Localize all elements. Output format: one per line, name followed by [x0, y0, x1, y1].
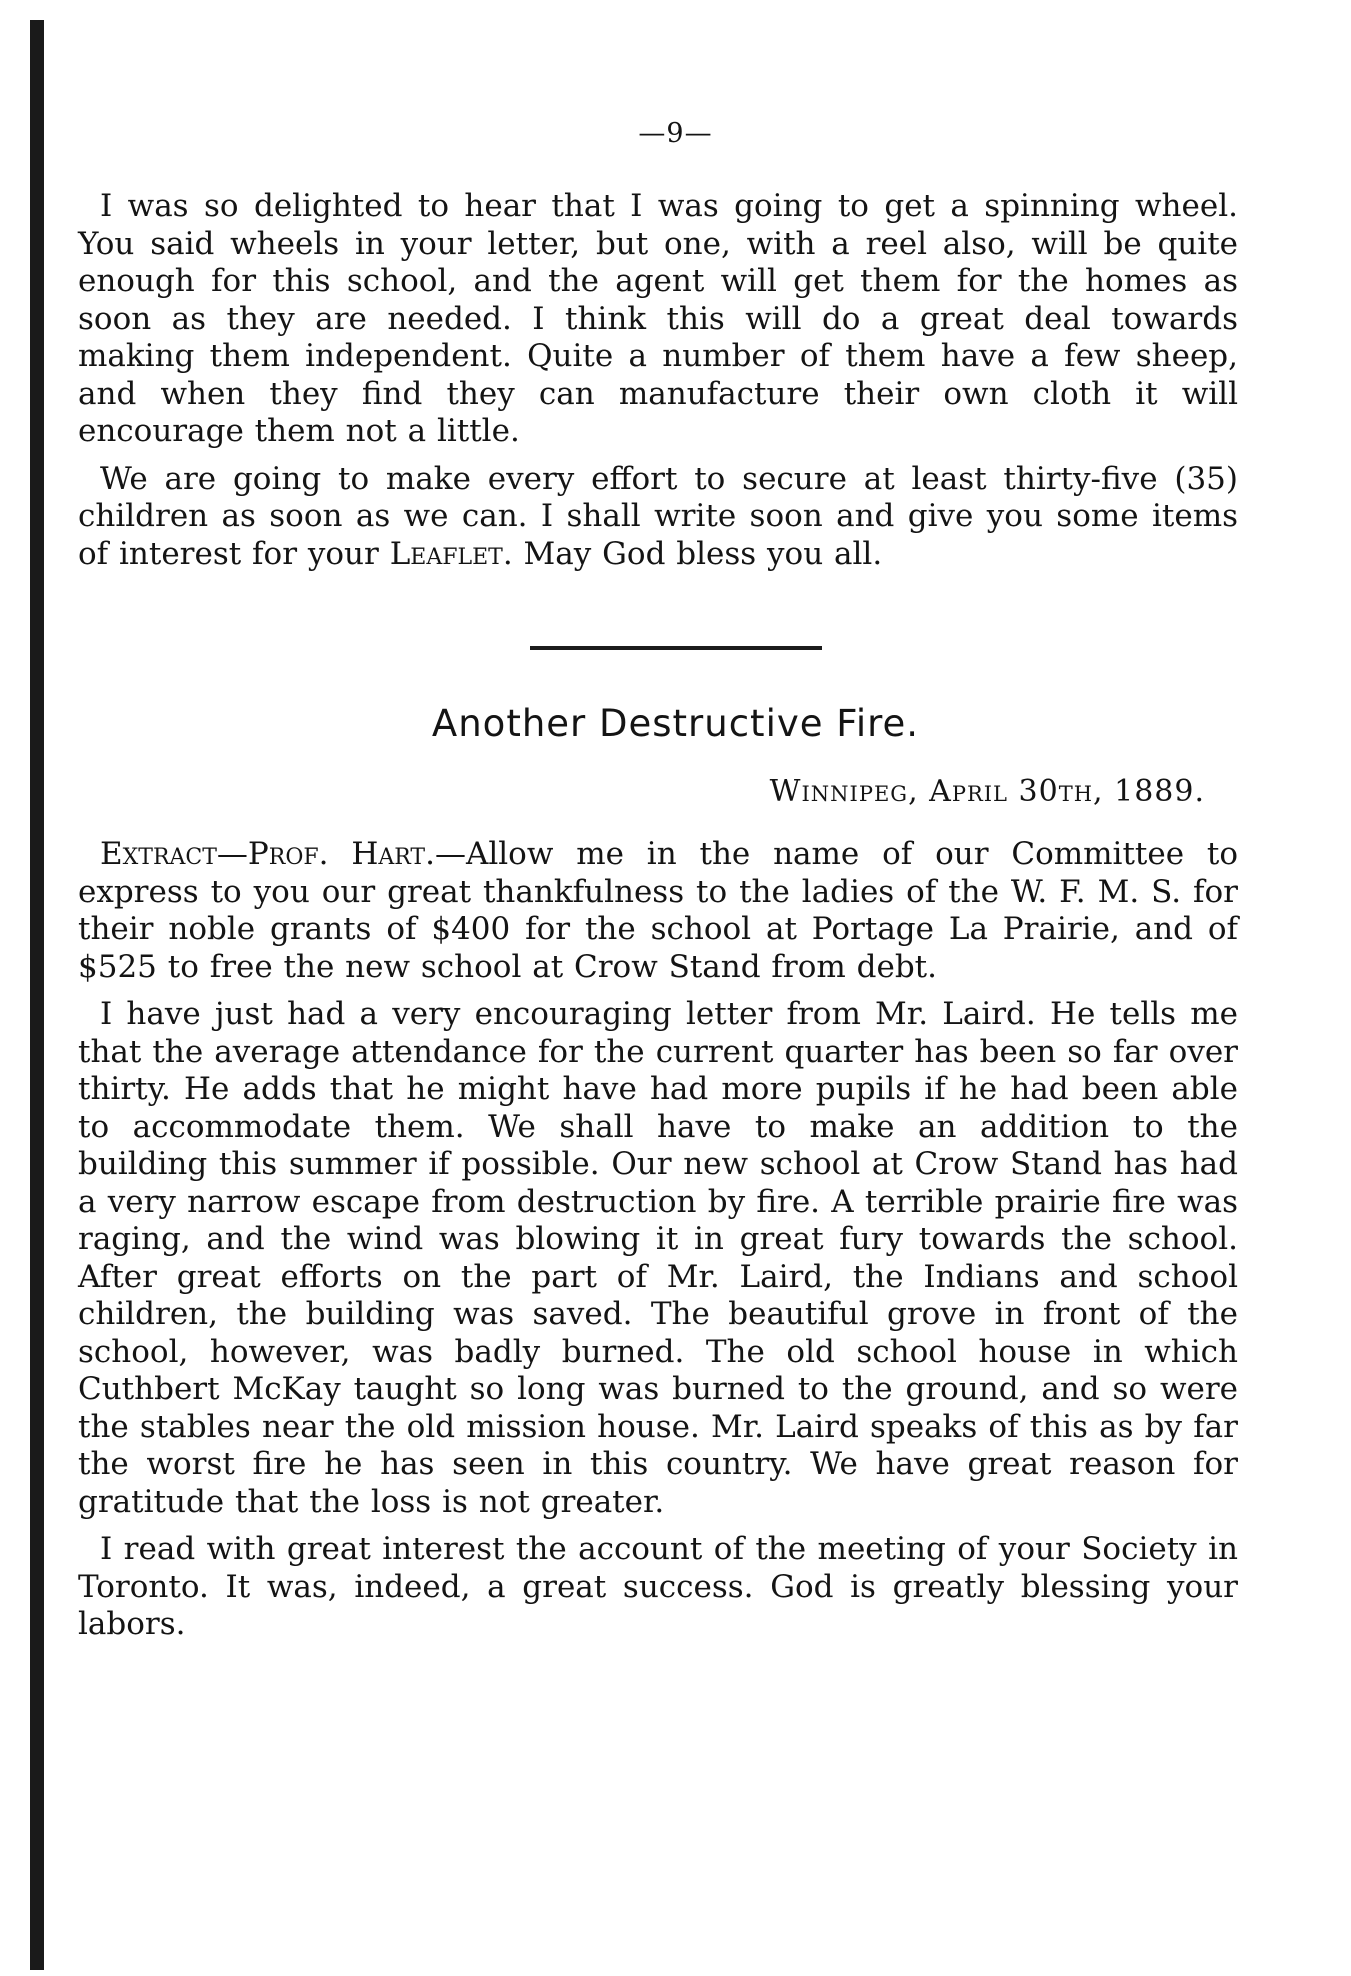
article-paragraph-2: I have just had a very encouraging letter from Mr. Laird. He tells me that the average attendance for the current quarter has been so far over thirty. He adds that he might have had more pupils if he had been able to accommodate them. We shall have to make an addition to the building this summer if possible. Our new school at Crow Stand has had a very narrow escape from destruction by fire. A terrible prairie fire was raging, and the wind was blowing it in great fury towards the school. After great efforts on the part of Mr. Laird, the Indians and school children, the building was saved. The beautiful grove in front of the school, however, was badly burned. The old school house in which Cuthbert McKay taught so long was burned to the ground, and so were the stables near the old mission house. Mr. Laird speaks of this as by far the worst fire he has seen in this country. We have great reason for gratitude that the loss is not greater.	[78, 996, 1238, 1520]
article-dateline: Winnipeg, April 30th, 1889.	[769, 774, 1205, 809]
intro-paragraph-2-closing: . May God bless you all.	[502, 535, 883, 572]
article-paragraph-1-text: —Allow me in the name of our Committee to express to you our great thankfulness to the ladies of the W. F. M. S. for their noble grants of $400 for the school at Portage La Prairie, and of $525 to free the new school at Crow Stand from debt.	[78, 836, 1238, 985]
article-body	[78, 836, 1238, 1644]
article-title: Another Destructive Fire.	[431, 702, 920, 745]
section-divider	[530, 646, 822, 650]
article-paragraph-3: I read with great interest the account of the meeting of your Society in Toronto. It was, indeed, a great success. God is greatly blessing your labors.	[78, 1531, 1238, 1642]
extract-label: Extract—Prof. Hart.	[100, 836, 435, 872]
page-margin-rule	[30, 20, 44, 1970]
intro-paragraph-2	[78, 461, 1238, 574]
article-paragraph-1	[78, 836, 1238, 986]
intro-paragraph-1: I was so delighted to hear that I was going to get a spinning wheel. You said wheels in your letter, but one, with a reel also, will be quite enough for this school, and the agent will get them for the homes as soon as they are needed. I think this will do a great deal towards making them independent. Quite a number of them have a few sheep, and when they find they can manufacture their own cloth it will encourage them not a little.	[78, 188, 1238, 449]
leaflet-word: Leaflet	[389, 535, 503, 572]
intro-paragraph-2-text: We are going to make every effort to secure at least thirty-five (35) children as soon as we can. I shall write soon and give you some items of interest for your	[78, 460, 1238, 572]
page-number: —9—	[638, 118, 713, 149]
intro-section	[78, 188, 1238, 573]
